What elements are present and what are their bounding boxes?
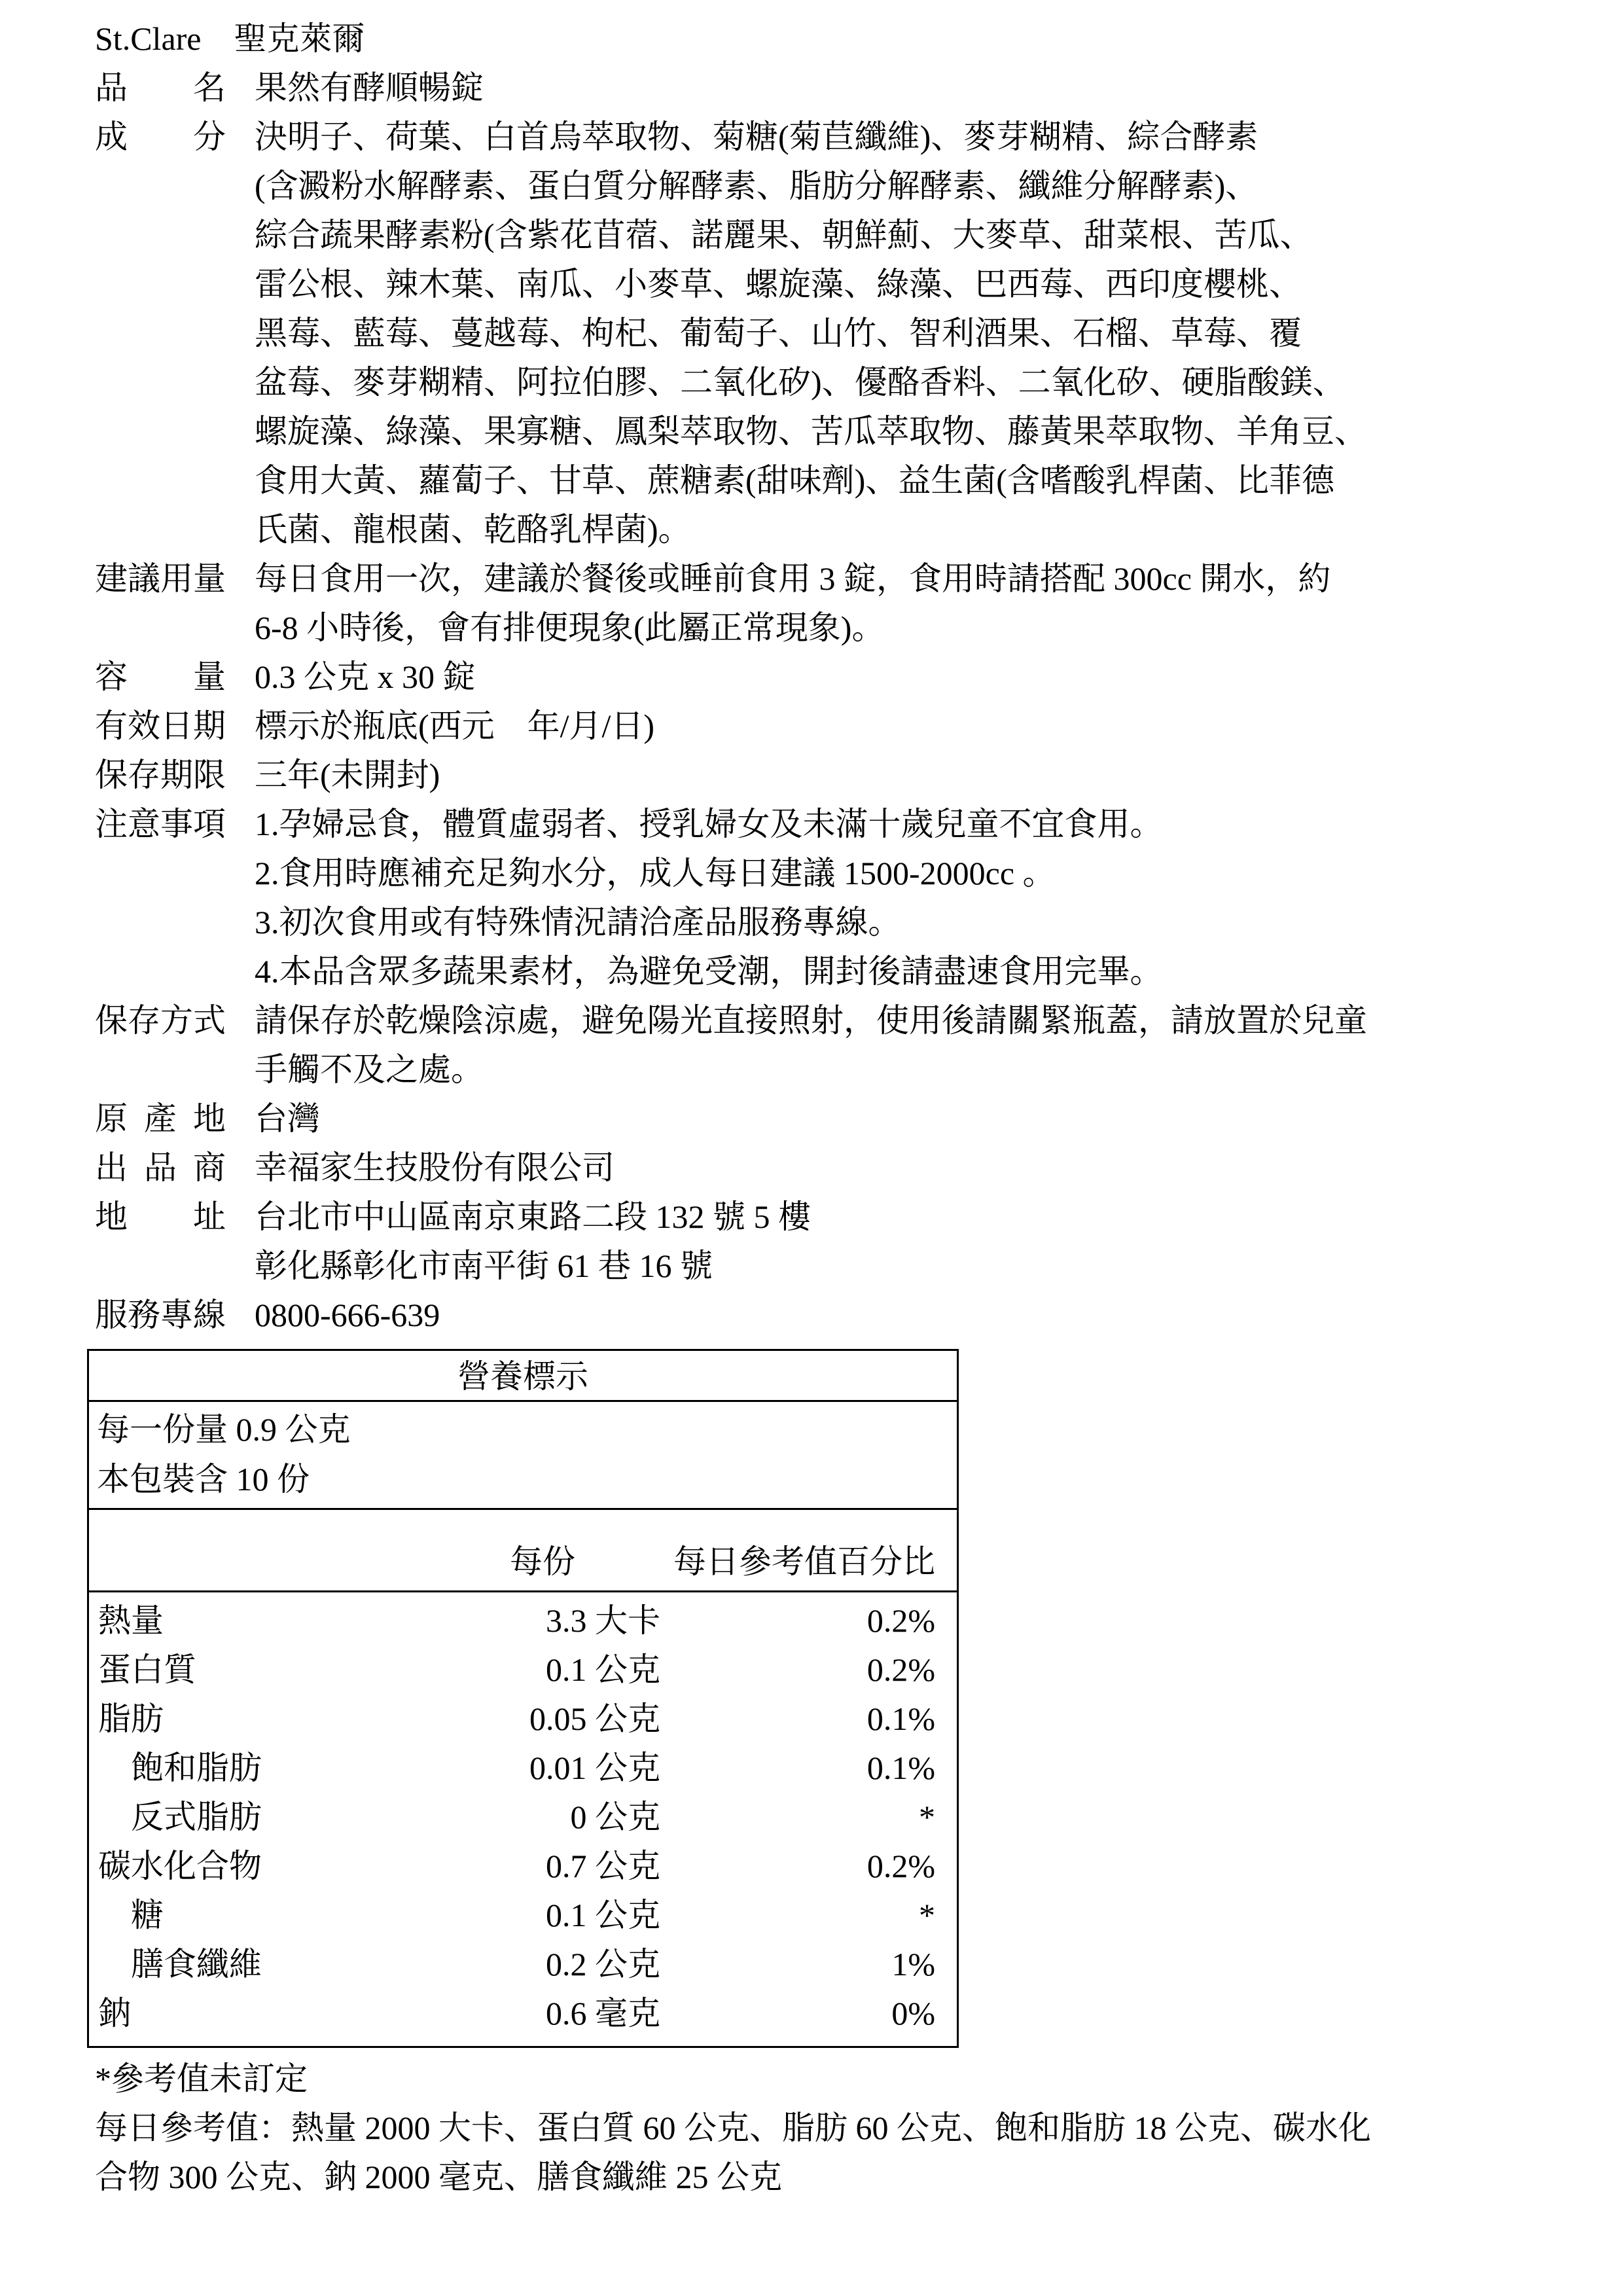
brand-title: St.Clare 聖克萊爾 bbox=[95, 20, 365, 57]
shelf-life-value: 三年(未開封) bbox=[255, 757, 440, 793]
nutrition-row-carbohydrate: 碳水化合物 0.7 公克 0.2% bbox=[98, 1848, 935, 1884]
daily-reference-line: 每日參考值：熱量 2000 大卡、蛋白質 60 公克、脂肪 60 公克、飽和脂肪 18 公克、碳水化 bbox=[95, 2109, 1371, 2146]
ingredients-line: 食用大黃、蘿蔔子、甘草、蔗糖素(甜味劑)、益生菌(含嗜酸乳桿菌、比菲德 bbox=[255, 462, 1334, 499]
field-suggested-dosage bbox=[95, 554, 1544, 653]
field-label-shelf-life: 保存期限 bbox=[95, 757, 226, 793]
manufacturer-value: 幸福家生技股份有限公司 bbox=[255, 1149, 615, 1186]
nutrition-title: 營養標示 bbox=[89, 1351, 957, 1402]
field-label-expiry-date: 有效日期 bbox=[95, 708, 226, 744]
field-label-capacity: 容量 bbox=[95, 658, 226, 695]
address-line: 彰化縣彰化市南平街 61 巷 16 號 bbox=[255, 1247, 713, 1284]
field-label-manufacturer: 出品商 bbox=[95, 1149, 226, 1186]
nutrition-row-fat: 脂肪 0.05 公克 0.1% bbox=[98, 1700, 935, 1737]
field-service-hotline bbox=[95, 1291, 1544, 1340]
asterisk-note: *參考值未訂定 bbox=[95, 2060, 308, 2097]
ingredients-line: 綜合蔬果酵素粉(含紫花苜蓿、諾麗果、朝鮮薊、大麥草、甜菜根、苦瓜、 bbox=[255, 217, 1313, 253]
service-hotline-number: 0800-666-639 bbox=[255, 1297, 440, 1333]
capacity-value: 0.3 公克 x 30 錠 bbox=[255, 658, 476, 695]
field-label-service-hotline: 服務專線 bbox=[95, 1297, 226, 1333]
field-label-product-name: 品名 bbox=[95, 69, 226, 106]
ingredients-line: 雷公根、辣木葉、南瓜、小麥草、螺旋藻、綠藻、巴西莓、西印度櫻桃、 bbox=[255, 266, 1302, 302]
nutrition-serving-info bbox=[89, 1402, 957, 1510]
nutrition-column-headers bbox=[89, 1510, 957, 1592]
precaution-line: 3.初次食用或有特殊情況請洽產品服務專線。 bbox=[255, 904, 901, 941]
ingredients-line: 螺旋藻、綠藻、果寡糖、鳳梨萃取物、苦瓜萃取物、藤黃果萃取物、羊角豆、 bbox=[255, 413, 1367, 450]
nutrition-table bbox=[87, 1349, 959, 2048]
field-product-name bbox=[95, 63, 1544, 113]
address-line: 台北市中山區南京東路二段 132 號 5 樓 bbox=[255, 1198, 811, 1235]
field-label-suggested-dosage: 建議用量 bbox=[95, 560, 226, 597]
nutrition-row-trans-fat: 反式脂肪 0 公克 * bbox=[131, 1799, 935, 1835]
nutrition-row-saturated-fat: 飽和脂肪 0.01 公克 0.1% bbox=[131, 1749, 935, 1786]
servings-per-pack: 本包裝含 10 份 bbox=[97, 1461, 310, 1498]
nutrition-row-protein: 蛋白質 0.1 公克 0.2% bbox=[98, 1651, 935, 1688]
field-storage bbox=[95, 996, 1544, 1094]
field-expiry-date bbox=[95, 702, 1544, 751]
storage-line: 請保存於乾燥陰涼處，避免陽光直接照射，使用後請關緊瓶蓋，請放置於兒童 bbox=[255, 1002, 1367, 1039]
nutrition-row-sodium: 鈉 0.6 毫克 0% bbox=[98, 1995, 935, 2032]
nutrition-row-dietary-fiber: 膳食纖維 0.2 公克 1% bbox=[131, 1946, 935, 1982]
field-precautions bbox=[95, 800, 1544, 996]
precaution-line: 4.本品含眾多蔬果素材，為避免受潮，開封後請盡速食用完畢。 bbox=[255, 953, 1163, 990]
field-capacity bbox=[95, 653, 1544, 702]
field-origin bbox=[95, 1094, 1544, 1143]
field-label-address: 地址 bbox=[95, 1198, 226, 1235]
footnotes bbox=[95, 2054, 1544, 2202]
dosage-line: 6-8 小時後，會有排便現象(此屬正常現象)。 bbox=[255, 609, 885, 646]
nutrition-row-sugar: 糖 0.1 公克 * bbox=[131, 1897, 935, 1933]
ingredients-line: 盆莓、麥芽糊精、阿拉伯膠、二氧化矽)、優酪香料、二氧化矽、硬脂酸鎂、 bbox=[255, 364, 1346, 401]
nutrition-rows bbox=[89, 1592, 957, 2046]
field-label-ingredients: 成分 bbox=[95, 118, 226, 155]
field-ingredients bbox=[95, 113, 1544, 554]
ingredients-line: 黑莓、藍莓、蔓越莓、枸杞、葡萄子、山竹、智利酒果、石榴、草莓、覆 bbox=[255, 315, 1302, 351]
dosage-line: 每日食用一次，建議於餐後或睡前食用 3 錠，食用時請搭配 300cc 開水，約 bbox=[255, 560, 1331, 597]
field-label-origin: 原產地 bbox=[95, 1100, 226, 1137]
field-label-storage: 保存方式 bbox=[95, 1002, 226, 1039]
field-manufacturer bbox=[95, 1143, 1544, 1193]
serving-size: 每一份量 0.9 公克 bbox=[97, 1411, 351, 1448]
field-label-precautions: 注意事項 bbox=[95, 806, 226, 842]
storage-line: 手觸不及之處。 bbox=[255, 1051, 484, 1088]
precaution-line: 1.孕婦忌食，體質虛弱者、授乳婦女及未滿十歲兒童不宜食用。 bbox=[255, 806, 1163, 842]
expiry-date-value: 標示於瓶底(西元 年/月/日) bbox=[255, 708, 655, 744]
column-header-per-serving: 每份 bbox=[510, 1543, 575, 1580]
product-name-value: 果然有酵順暢錠 bbox=[255, 69, 484, 106]
precaution-line: 2.食用時應補充足夠水分，成人每日建議 1500-2000cc 。 bbox=[255, 855, 1056, 891]
origin-value: 台灣 bbox=[255, 1100, 320, 1137]
ingredients-line: 決明子、荷葉、白首烏萃取物、菊糖(菊苣纖維)、麥芽糊精、綜合酵素 bbox=[255, 118, 1258, 155]
field-shelf-life bbox=[95, 751, 1544, 800]
nutrition-row-calories: 熱量 3.3 大卡 0.2% bbox=[98, 1602, 935, 1639]
ingredients-line: (含澱粉水解酵素、蛋白質分解酵素、脂肪分解酵素、纖維分解酵素)、 bbox=[255, 168, 1258, 204]
field-address bbox=[95, 1193, 1544, 1291]
column-header-daily-value: 每日參考值百分比 bbox=[673, 1543, 935, 1580]
ingredients-line: 氏菌、龍根菌、乾酪乳桿菌)。 bbox=[255, 511, 691, 548]
daily-reference-line: 合物 300 公克、鈉 2000 毫克、膳食纖維 25 公克 bbox=[95, 2159, 782, 2195]
